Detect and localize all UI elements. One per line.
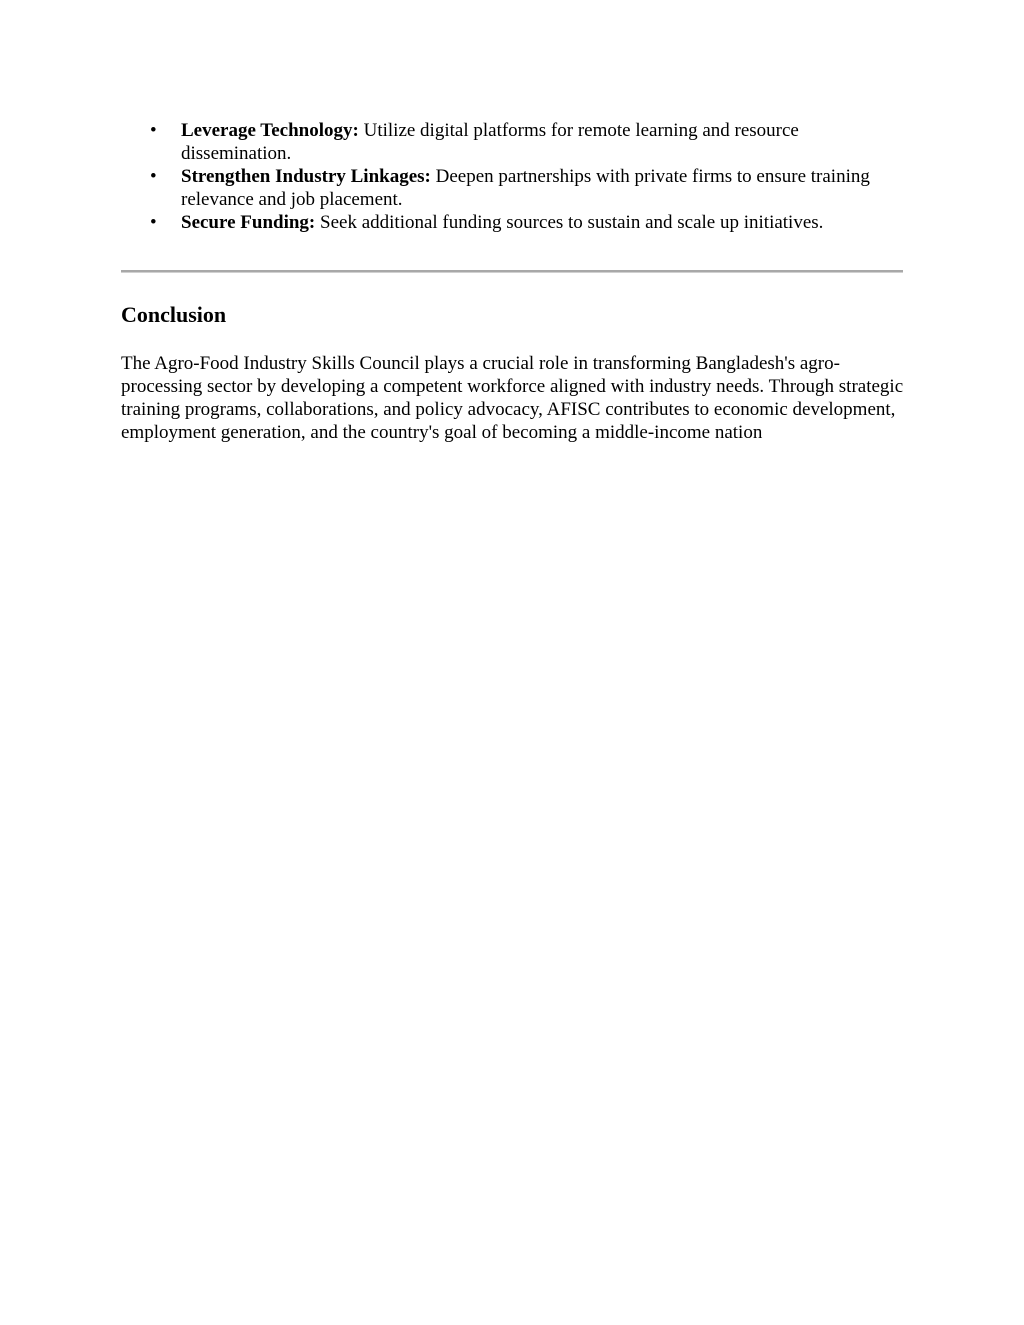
conclusion-heading: Conclusion (121, 302, 227, 327)
document-page (121, 119, 905, 444)
list-item-term: Secure Funding: (181, 212, 316, 233)
list-item-term: Leverage Technology: (181, 120, 359, 141)
section-divider (121, 270, 903, 273)
list-item-text: Seek additional funding sources to sustain and scale up initiatives. (320, 212, 824, 233)
list-item (121, 165, 905, 211)
list-item-text: Utilize digital platforms for remote learning and resource dissemination. (181, 120, 799, 164)
conclusion-paragraph: The Agro-Food Industry Skills Council plays a crucial role in transforming Bangladesh's agro-processing sector by developing a competent workforce aligned with industry needs. Through strategic training programs, collaborations, and policy advocacy, AFISC contributes to economic development, employment generation, and the country's goal of becoming a middle-income nation (121, 353, 904, 443)
recommendation-list (121, 119, 905, 234)
bullet-icon: • (150, 166, 157, 187)
list-item-term: Strengthen Industry Linkages: (181, 166, 431, 187)
list-item-text: Deepen partnerships with private firms to ensure training relevance and job placement. (181, 166, 870, 210)
list-item (121, 119, 905, 165)
bullet-icon: • (150, 212, 157, 233)
list-item (121, 211, 905, 234)
bullet-icon: • (150, 120, 157, 141)
